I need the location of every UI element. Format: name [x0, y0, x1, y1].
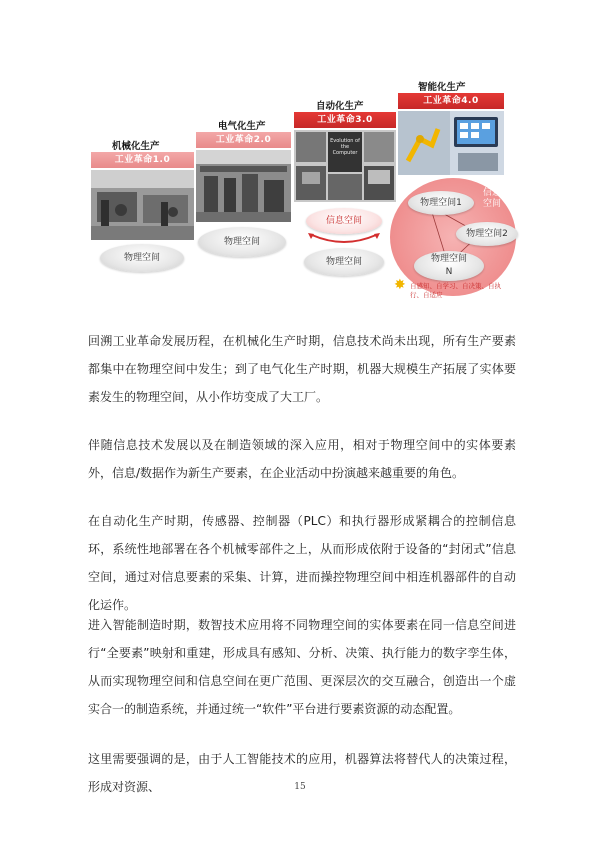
stage-4-photo [398, 111, 504, 175]
paragraph-3: 在自动化生产时期，传感器、控制器（PLC）和执行器形成紧耦合的控制信息环，系统性地部署在各个机械零部件之上，从而形成依附于设备的“封闭式”信息空间，通过对信息要素的采集、计算，进而操控物理空间中相连机器部件的自动化运作。 [88, 514, 516, 612]
stage-2-physical-space: 物理空间 [198, 227, 286, 257]
star-icon: ✸ [394, 277, 406, 293]
stage-4-physical-space-1: 物理空间1 [408, 191, 474, 215]
stage-1-physical-space: 物理空间 [100, 244, 184, 272]
stage-3-physical-space: 物理空间 [304, 248, 384, 276]
paragraph-4: 进入智能制造时期，数智技术应用将不同物理空间的实体要素在同一信息空间进行“全要素”映射和重建，形成具有感知、分析、决策、执行能力的数字孪生体，从而实现物理空间和信息空间在更广范围、更深层次的交互融合，创造出一个虚实合一的制造系统，并通过统一“软件”平台进行要素资源的动态配置。 [88, 618, 516, 716]
stage-4-revolution-label: 工业革命4.0 [398, 93, 504, 109]
stage-3-title: 自动化生产 [316, 101, 364, 112]
stage-3-exchange-arrows [304, 231, 384, 249]
stage-4-information-space-label: 信息 空间 [482, 188, 501, 209]
stage-4-capabilities: 自感知、自学习、自决策、自执行、自适应 [410, 282, 501, 299]
stage-3-revolution-label: 工业革命3.0 [294, 112, 396, 128]
stage-3-photo-caption: Evolution of the Computer [330, 138, 360, 156]
stage-4-title: 智能化生产 [418, 82, 466, 93]
stage-4-physical-space-2: 物理空间2 [456, 222, 518, 246]
stage-1-photo [91, 170, 194, 240]
stage-2-title: 电气化生产 [218, 121, 266, 132]
stage-1-title: 机械化生产 [112, 141, 160, 152]
stage-2-revolution-label: 工业革命2.0 [196, 132, 291, 148]
stage-2-photo [196, 150, 291, 222]
paragraph-5: 这里需要强调的是，由于人工智能技术的应用，机器算法将替代人的决策过程，形成对资源、 [88, 752, 516, 794]
page-number: 15 [294, 782, 306, 792]
stage-4-physical-space-n: 物理空间 N [414, 251, 484, 281]
stage-1-revolution-label: 工业革命1.0 [91, 152, 194, 168]
paragraph-1: 回溯工业革命发展历程，在机械化生产时期，信息技术尚未出现，所有生产要素都集中在物理空间中发生；到了电气化生产时期，机器大规模生产拓展了实体要素发生的物理空间，从小作坊变成了大工厂。 [88, 334, 516, 404]
stage-3-information-space: 信息空间 [306, 208, 382, 234]
paragraph-2: 伴随信息技术发展以及在制造领域的深入应用，相对于物理空间中的实体要素外，信息/数据作为新生产要素，在企业活动中扮演越来越重要的角色。 [88, 438, 516, 480]
